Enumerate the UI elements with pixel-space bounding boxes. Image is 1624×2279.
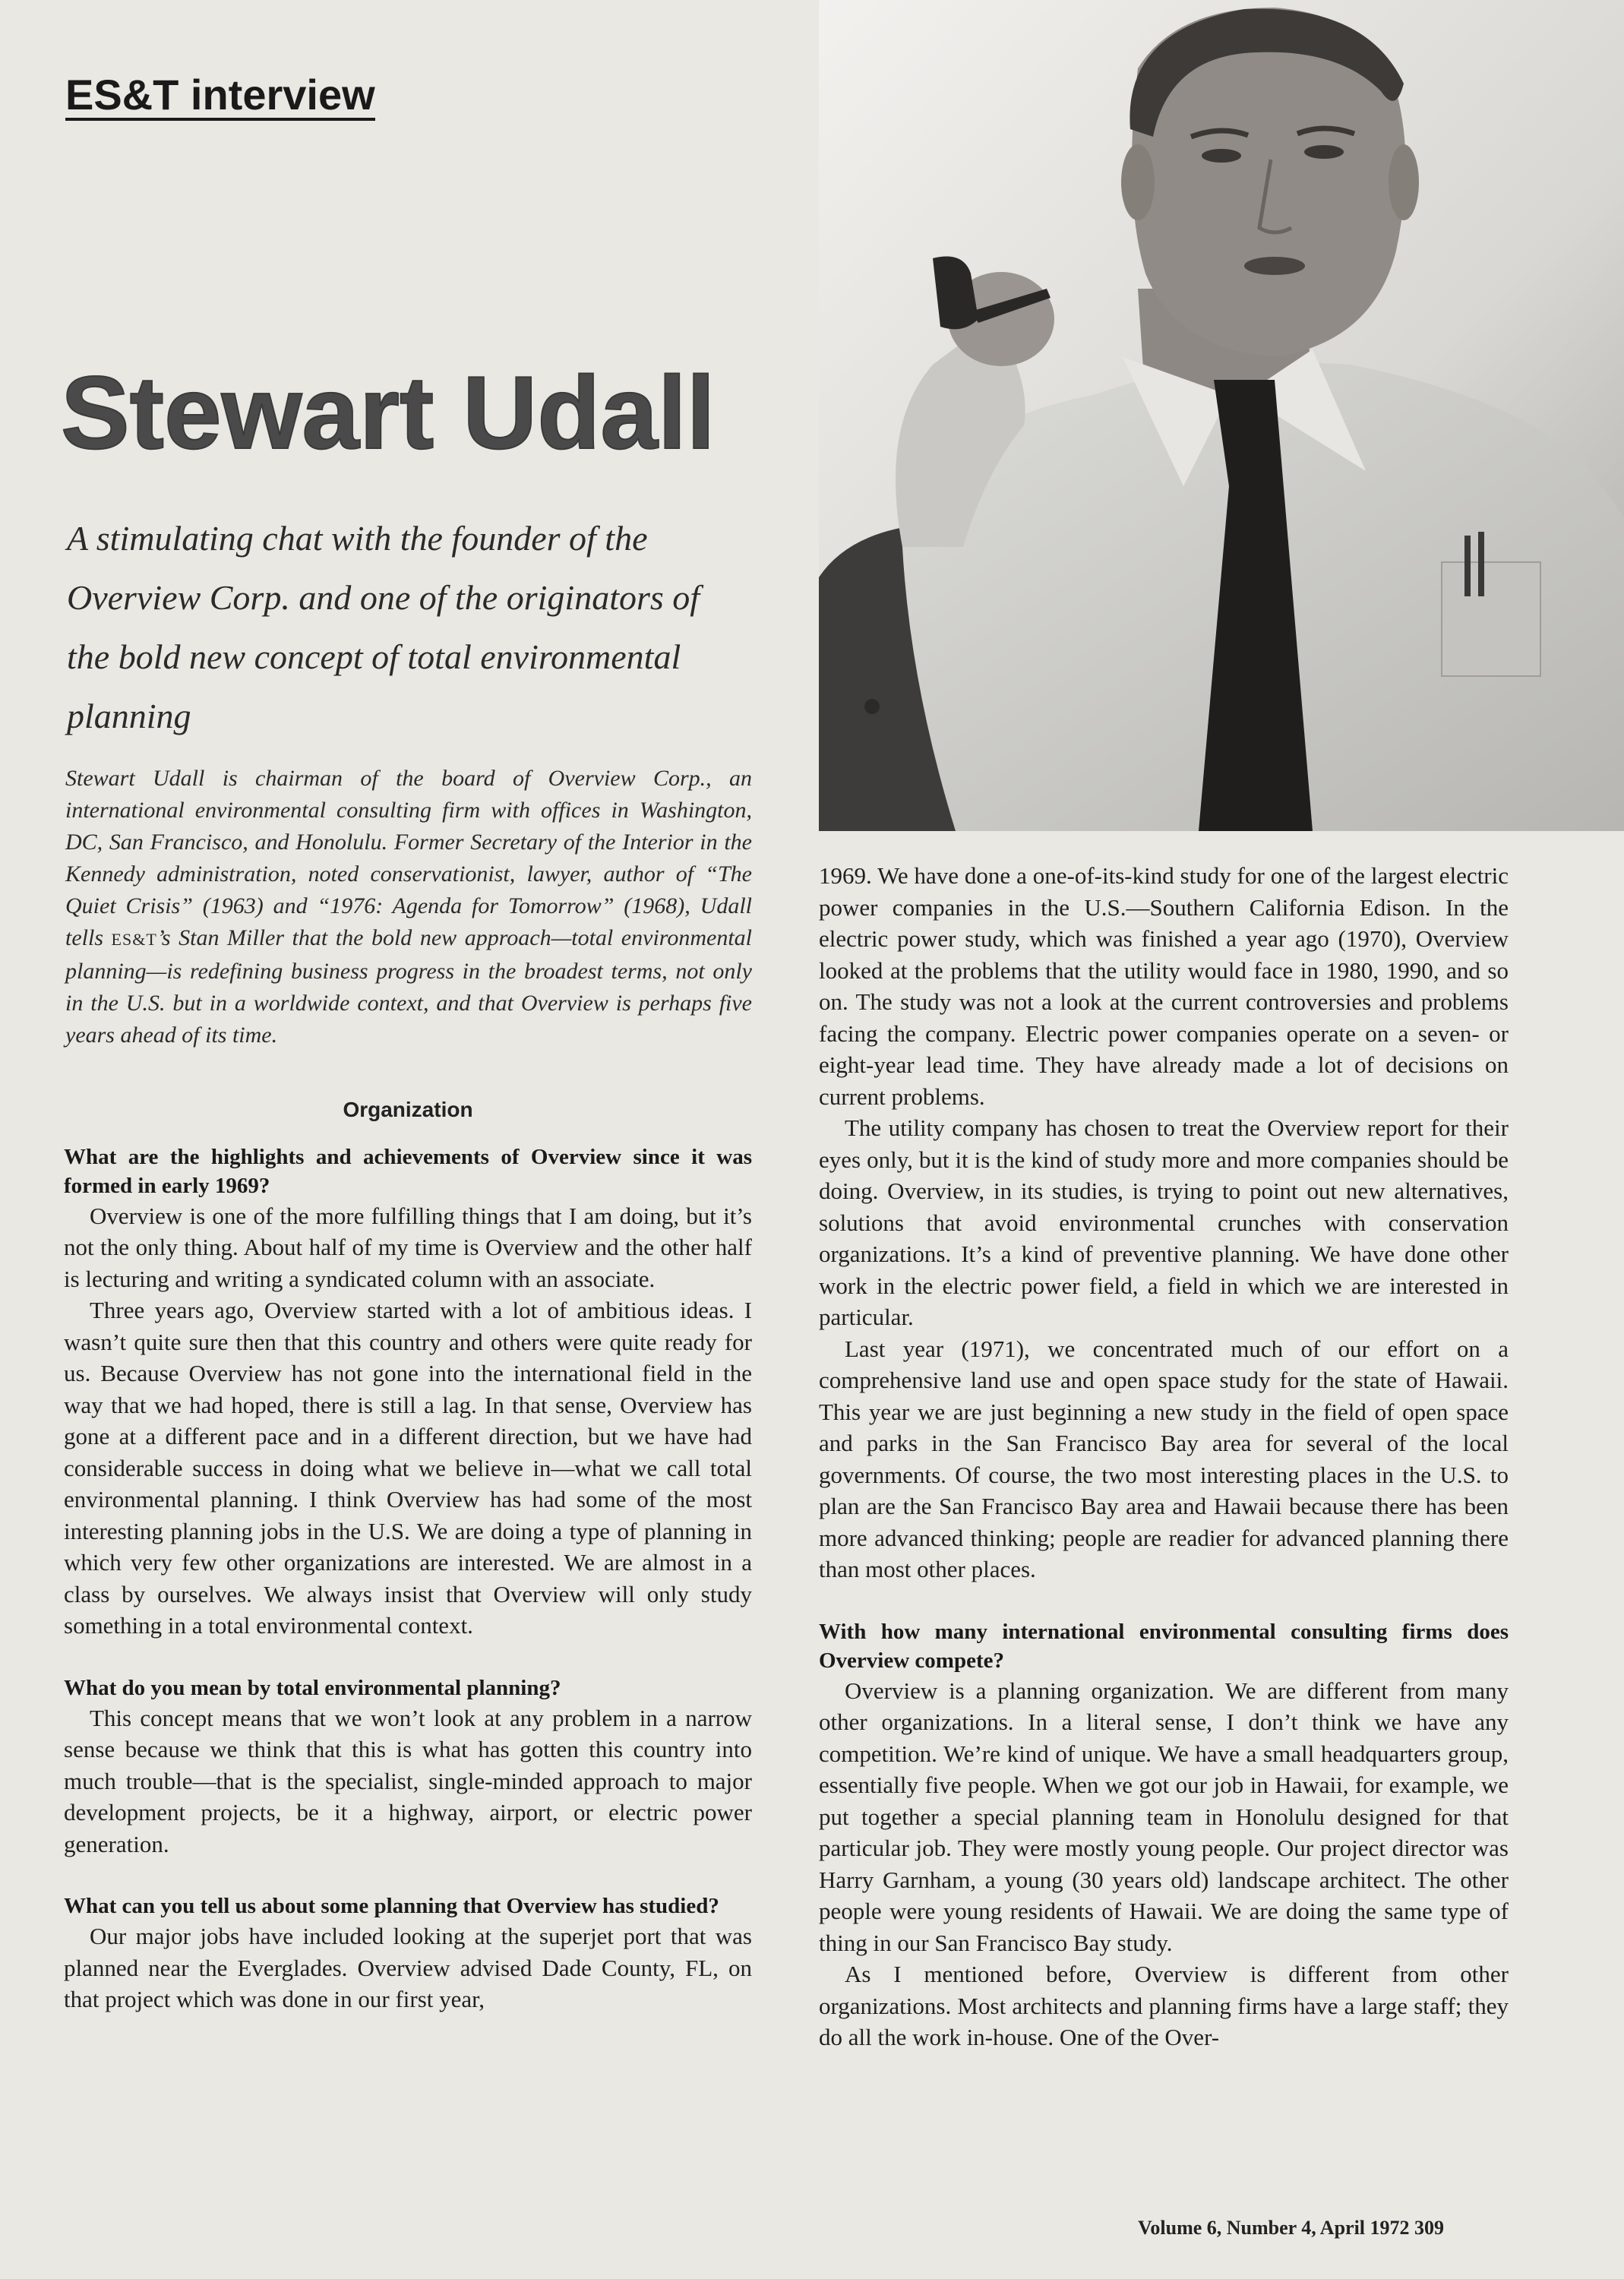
publication-name: ES&T xyxy=(111,930,157,949)
intro-text-1: Stewart Udall is chairman of the board of Overview Corp., an international environmental consulting firm with offices in Washington, DC, San Francisco, and Honolulu. Former Secretary of the Interior in the Kennedy administration, noted conservationist, lawyer, author of “The Quiet Crisis” (1963) and “1976: Agenda for Tomorrow” (1968), Udall tells xyxy=(65,766,752,950)
headline: Stewart Udall xyxy=(61,355,716,470)
question-4: With how many international environmental consulting firms does Overview compete? xyxy=(819,1619,1509,1673)
question-2: What do you mean by total environmental planning? xyxy=(64,1675,561,1700)
answer-paragraph: Last year (1971), we concentrated much of our effort on a comprehensive land use and open space study for the state of Hawaii. This year we are just beginning a new study in the field of open space and parks in the San Francisco Bay area for several of the local governments. Of course, the two most interesting places in the U.S. to plan are the San Francisco Bay area and Hawaii because there has been more advanced thinking; people are readier for advanced planning there than most other places. xyxy=(819,1335,1509,1582)
answer-paragraph: Overview is a planning organization. We are different from many other organizations. In a literal sense, I don’t think we have any competition. We’re kind of unique. We have a small headquarters group, essentially five people. When we got our job in Hawaii, for example, we put together a special planning team in Honolulu designed for that particular job. They were mostly young people. Our project director was Harry Garnham, a young (30 years old) landscape architect. The other people were young residents of Hawaii. We are doing the same type of thing in our San Francisco Bay study. xyxy=(819,1677,1509,1956)
answer-paragraph: Our major jobs have included looking at the superjet port that was planned near the Everglades. Overview advised Dade County, FL, on that project which was done in our first year, xyxy=(64,1923,752,2012)
question-3: What can you tell us about some planning that Overview has studied? xyxy=(64,1894,719,1918)
answer-paragraph: Overview is one of the more fulfilling things that I am doing, but it’s not the only thing. About half of my time is Overview and the other half is lecturing and writing a syndicated column with an associate. xyxy=(64,1202,752,1292)
answer-paragraph: The utility company has chosen to treat the Overview report for their eyes only, but it is the kind of study more and more companies should be doing. Overview, in its studies, is trying to point out new alternatives, solutions that avoid environmental crunches with conservation organizations. It’s a kind of preventive planning. We have done other work in the electric power field, a field in which we are interested in particular. xyxy=(819,1114,1509,1330)
question-1: What are the highlights and achievements of Overview since it was formed in early 1969? xyxy=(64,1144,752,1198)
answer-paragraph: As I mentioned before, Overview is different from other organizations. Most architects and planning firms have a large staff; they do all the work in-house. One of the Over- xyxy=(819,1961,1509,2050)
answer-paragraph: Three years ago, Overview started with a lot of ambitious ideas. I wasn’t quite sure then that this country and others were quite ready for us. Because Overview has not gone into the international field in the way that we had hoped, there is still a lag. In that sense, Overview has gone at a different pace and in a different direction, but we have had considerable success in doing what we believe in—what we call total environmental planning. I think Overview has had some of the most interesting planning jobs in the U.S. We are doing a type of planning in which very few other organizations are interested. We are almost in a class by ourselves. We always insist that Overview will only study something in a total environmental context. xyxy=(64,1297,752,1639)
portrait-photo xyxy=(819,0,1624,831)
section-subhead: Organization xyxy=(343,1098,473,1121)
section-label: ES&T interview xyxy=(65,73,375,121)
answer-paragraph: This concept means that we won’t look at any problem in a narrow sense because we think that this is what has gotten this country into much trouble—that is the specialist, single-minded approach to major development projects, be it a highway, airport, or electric power generation. xyxy=(64,1704,752,1857)
dek: A stimulating chat with the founder of the Overview Corp. and one of the originators of the bold new concept of total environmental planning xyxy=(67,519,700,735)
page-footer: Volume 6, Number 4, April 1972 309 xyxy=(1138,2217,1445,2239)
right-column xyxy=(819,860,1509,2053)
intro-text-2: ’s Stan Miller that the bold new approach—total environmental planning—is redefining business progress in the broadest terms, not only in the U.S. but in a worldwide context, and that Overview is perhaps five years ahead of its time. xyxy=(65,925,752,1048)
intro-paragraph xyxy=(65,763,752,1051)
answer-paragraph: 1969. We have done a one-of-its-kind study for one of the largest electric power companies in the U.S.—Southern California Edison. In the electric power study, which was finished a year ago (1970), Overview looked at the problems that the utility would face in 1980, 1990, and so on. The study was not a look at the current controversies and problems facing the company. Electric power companies operate on a seven- or eight-year lead time. They have already made a lot of decisions on current problems. xyxy=(819,862,1509,1110)
left-column xyxy=(64,1094,752,2015)
